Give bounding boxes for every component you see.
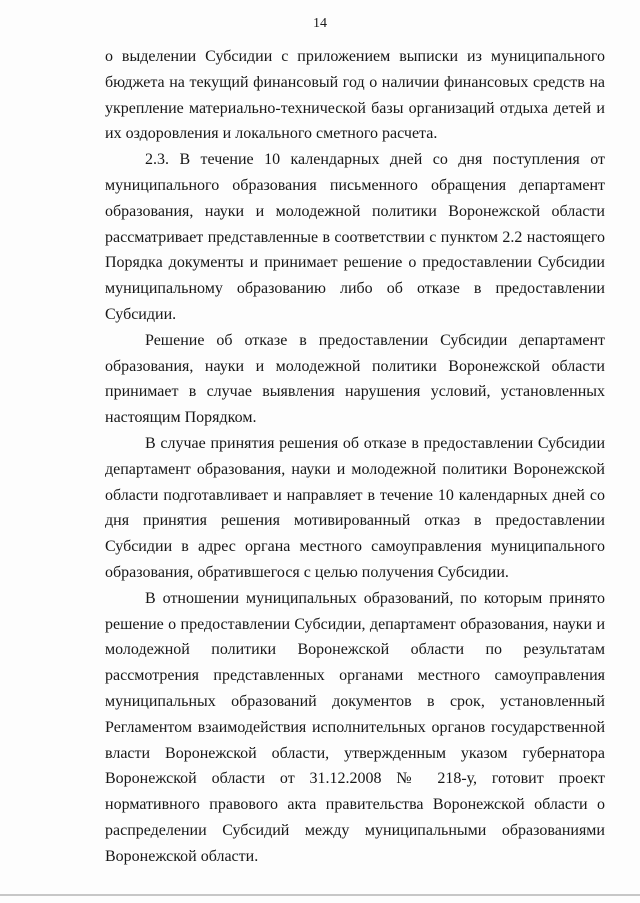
paragraph-refusal-decision: Решение об отказе в предоставлении Субсидии департамент образования, науки и молодежной политики Воронежской области принимает в случае выявления нарушения условий, установленных настоящим Порядком. xyxy=(105,331,605,427)
paragraph-distribution: В отношении муниципальных образований, по которым принято решение о предоставлении Субсидии, департамент образования, науки и молодежной политики Воронежской области по результатам рассмотрения представленных органами местного самоуправления муниципальных образований документов в срок, установленный Регламентом взаимодействия исполнительных органов государственной власти Воронежской области, утвержденным указом губернатора Воронежской области от 31.12.2008 № 218-у, готовит проект нормативного правового акта правительства Воронежской области о распределении Субсидий между муниципальными образованиями Воронежской области. xyxy=(105,589,605,865)
paragraph-refusal-notice: В случае принятия решения об отказе в предоставлении Субсидии департамент образования, науки и молодежной политики Воронежской области подготавливает и направляет в течение 10 календарных дней со дня принятия решения мотивированный отказ в предоставлении Субсидии в адрес органа местного самоуправления муниципального образования, обратившегося с целью получения Субсидии. xyxy=(105,434,605,581)
scan-edge-line xyxy=(0,894,640,896)
document-body xyxy=(105,44,605,870)
paragraph-2-3: 2.3. В течение 10 календарных дней со дня поступления от муниципального образования письменного обращения департамент образования, науки и молодежной политики Воронежской области рассматривает представленные в соответствии с пунктом 2.2 настоящего Порядка документы и принимает решение о предоставлении Субсидии муниципальному образованию либо об отказе в предоставлении Субсидии. xyxy=(105,151,605,323)
paragraph-continuation: о выделении Субсидии с приложением выписки из муниципального бюджета на текущий финансовый год о наличии финансовых средств на укрепление материально-технической базы организаций отдыха детей и их оздоровления и локального сметного расчета. xyxy=(105,48,605,143)
page-number: 14 xyxy=(313,16,327,31)
